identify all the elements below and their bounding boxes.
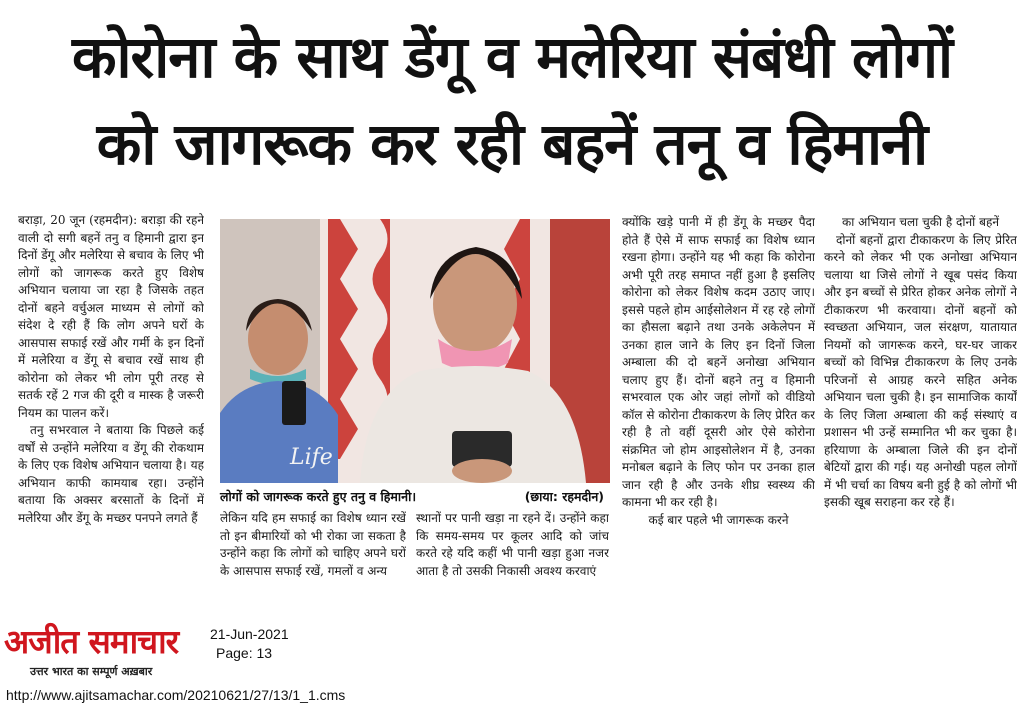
paragraph: बराड़ा, 20 जून (रहमदीन): बराड़ा की रहने वाली दो सगी बहनें तनु व हिमानी द्वारा इन दिनों डेंगू और मलेरिया से बचाव के लिए भी लोगों को जागरूक करते हुए विशेष अभियान चलाया जा रहा है जिसके तहत दोनों बहने वर्चुअल माध्यम से लोगों को संदेश दे रही हैं कि लोग अपने घरों के आसपास सफाई रखें और गर्मी के इन दिनों में मलेरिया व डेंगू से बचाव रखें साथ ही कोरोना को लेकर भी लोग पूरी तरह से सतर्क रहें 2 गज की दूरी व मास्क है जरूरी नियम का पालन करें। xyxy=(18,213,204,420)
article-column-2 xyxy=(220,510,406,610)
caption-text: लोगों को जागरूक करते हुए तनु व हिमानी। xyxy=(220,489,417,504)
paragraph: क्योंकि खड़े पानी में ही डेंगू के मच्छर पैदा होते हैं ऐसे में साफ सफाई का विशेष ध्यान रखना होगा। उन्होंने यह भी कहा कि कोरोना अभी पूरी तरह समाप्त नहीं हुआ है इसलिए कोरोना को लेकर विशेष कदम उठाए जाए। इससे पहले होम आईसोलेशन में रह रहे लोगों का हौसला बढ़ाने तथा उनके अकेलेपन में उनका हाल जाने के लिए इन दिनों जिला अम्बाला की दो बहनें अनोखा अभियान चलाए हुए हैं। दोनों बहने तनु व हिमानी सभरवाल एक ओर जहां लोगों को वीडियो कॉल से कोरोना टीकाकरण के लिए प्रेरित कर रही है तो वहीं दूसरी ओर ऐसे कोरोना संक्रमित जो होम आइसोलेशन में है, उनका मनोबल बढ़ाने के लिए फोन पर उनका हाल जान रही है और उनके शीघ्र स्वस्थ्य की कामना भी कर रही है। xyxy=(622,215,815,509)
subheading: का अभियान चला चुकी है दोनों बहनें xyxy=(842,215,999,229)
paragraph: तनु सभरवाल ने बताया कि पिछले कई वर्षों से उन्होंने मलेरिया व डेंगू की रोकथाम के लिए एक विशेष अभियान चलाया है। यह अभियान काफी कामयाब रहा। उन्होंने बताया कि अक्सर बरसातों के दिनों में मलेरिया और डेंगू के मच्छर पनपने लगते हैं xyxy=(18,423,204,525)
news-photo xyxy=(220,219,610,483)
photo-illustration xyxy=(220,219,610,483)
photo-credit: (छाया: रहमदीन) xyxy=(524,489,604,504)
article-column-3 xyxy=(416,510,609,610)
page-number: Page: 13 xyxy=(216,645,273,661)
newspaper-logo: अजीत समाचार xyxy=(4,622,179,661)
paragraph: लेकिन यदि हम सफाई का विशेष ध्यान रखें तो इन बीमारियों को भी रोका जा सकता है उन्होंने कहा कि लोगों को चाहिए अपने घरों के आसपास सफाई रखें, गमलों व अन्य xyxy=(220,511,406,578)
article-column-5 xyxy=(824,214,1017,614)
headline-line-2: को जागरूक कर रही बहनें तनू व हिमानी xyxy=(96,110,928,178)
paragraph: दोनों बहनों द्वारा टीकाकरण के लिए प्रेरित करने को लेकर भी एक अनोखा अभियान चलाया था जिसे लोगों ने खूब पसंद किया और इन बच्चों से प्रेरित होकर अनेक लोगों ने टीकाकरण भी करवाया। दोनों बहनों को स्वच्छता अभियान, जल संरक्षण, यातायात नियमों को जागरूक करने, घर-घर जाकर बच्चों को विभिन्न टीकाकरण के लिए उनके परिजनों से आग्रह करने सहित अनेक अभियान चला चुकी है। इन सामाजिक कार्यों के लिए जिला अम्बाला की कई संस्थाएं व प्रशासन भी उन्हें सम्मानित भी कर चुका है। हरियाणा के अम्बाला जिले की इन दोनों बेटियों द्वारा की गई। यह अनोखी पहल लोगों में भी चर्चा का विषय बनी हुई है को लोगों भी इसकी खूब सराहना कर रहे हैं। xyxy=(824,232,1017,509)
headline-line-1: कोरोना के साथ डेंगू व मलेरिया संबंधी लोगों xyxy=(71,23,953,91)
newspaper-tagline: उत्तर भारत का सम्पूर्ण अख़बार xyxy=(30,665,153,678)
shirt-text: Life xyxy=(290,445,333,470)
paragraph: स्थानों पर पानी खड़ा ना रहने दें। उन्होंने कहा कि समय-समय पर कूलर आदि को जांच करते रहे यदि कहीं भी पानी खड़ा हुआ नजर आता है तो उसकी निकासी अवश्य करवाएं xyxy=(416,511,609,578)
publication-date: 21-Jun-2021 xyxy=(210,626,289,642)
article-column-1 xyxy=(18,212,204,612)
photo-caption xyxy=(220,487,610,507)
article-column-4 xyxy=(622,214,815,614)
subheading: कई बार पहले भी जागरूक करने xyxy=(648,512,789,527)
source-url[interactable]: http://www.ajitsamachar.com/20210621/27/13/1_1.cms xyxy=(6,687,346,703)
